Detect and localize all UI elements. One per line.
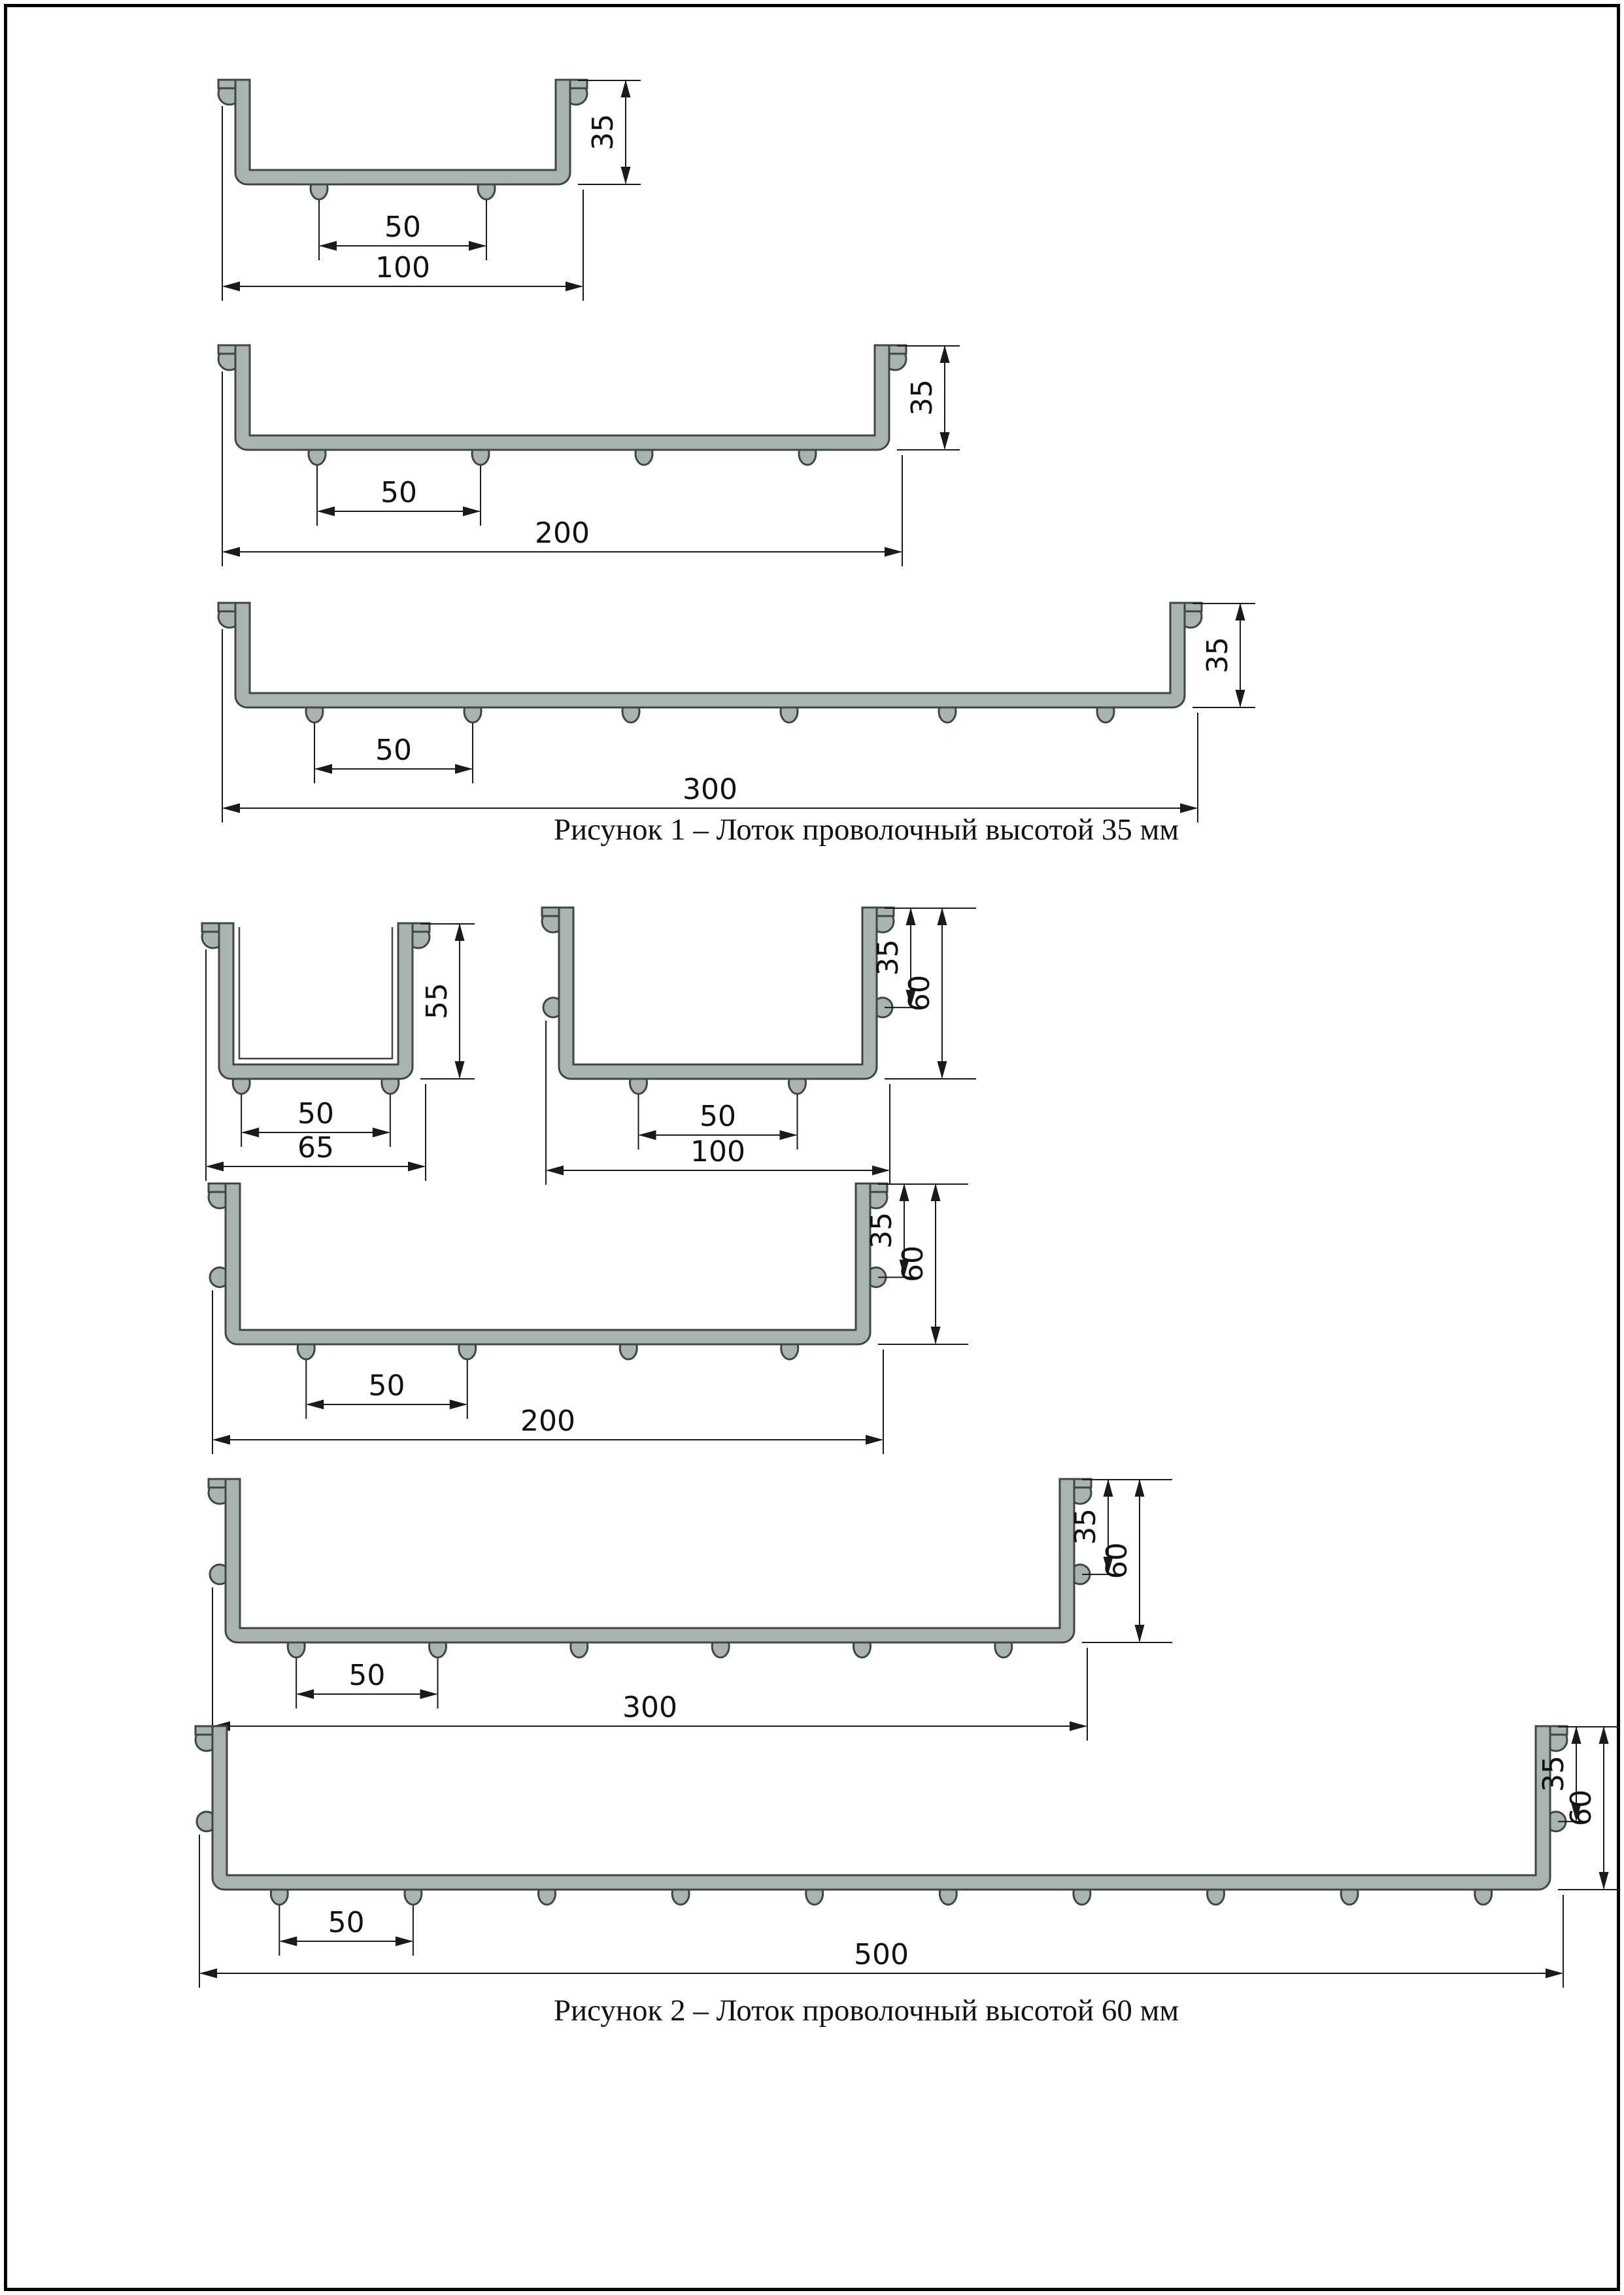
dimension-label: 300 bbox=[622, 1691, 677, 1724]
dimension-label: 60 bbox=[896, 1246, 930, 1282]
tray-drawing-h60-w100 bbox=[513, 878, 1022, 1191]
dimension-label: 35 bbox=[586, 114, 620, 150]
dimension-label: 50 bbox=[328, 1906, 365, 1939]
dimension-label: 50 bbox=[297, 1097, 334, 1130]
tray-drawing-h35-w300 bbox=[190, 573, 1301, 829]
dimension-label: 50 bbox=[348, 1659, 386, 1692]
dimension-label: 35 bbox=[905, 379, 939, 416]
dimension-label: 50 bbox=[368, 1369, 405, 1402]
dimension-label: 65 bbox=[297, 1131, 334, 1164]
tray-drawing-h55-w65 bbox=[173, 894, 520, 1187]
dimension-label: 55 bbox=[420, 983, 454, 1019]
dimension-label: 35 bbox=[1201, 637, 1234, 673]
dimension-label: 500 bbox=[854, 1938, 909, 1971]
tray-drawing-h60-w500 bbox=[167, 1697, 1624, 1994]
dimension-label: 50 bbox=[381, 476, 417, 509]
tray-drawing-h60-w200 bbox=[180, 1154, 1014, 1461]
dimension-label: 35 bbox=[865, 1212, 898, 1249]
dimension-label: 100 bbox=[690, 1135, 745, 1168]
dimension-label: 60 bbox=[903, 975, 936, 1012]
dimension-label: 50 bbox=[700, 1100, 736, 1133]
tray-drawing-h35-w200 bbox=[190, 316, 1006, 573]
dimension-label: 35 bbox=[1069, 1508, 1102, 1545]
dimension-label: 200 bbox=[520, 1404, 575, 1438]
dimension-label: 60 bbox=[1565, 1790, 1598, 1826]
dimension-label: 50 bbox=[384, 211, 421, 244]
dimension-label: 100 bbox=[375, 251, 430, 284]
figure1-caption: Рисунок 1 – Лоток проволочный высотой 35 мм bbox=[553, 813, 1179, 847]
dimension-label: 200 bbox=[535, 517, 590, 550]
dimension-label: 35 bbox=[1537, 1755, 1570, 1792]
figure2-caption: Рисунок 2 – Лоток проволочный высотой 60 мм bbox=[553, 1994, 1179, 2028]
dimension-label: 60 bbox=[1100, 1542, 1134, 1579]
dimension-label: 35 bbox=[871, 939, 905, 976]
tray-drawing-h35-w100 bbox=[190, 50, 686, 307]
dimension-label: 50 bbox=[375, 734, 412, 767]
dimension-label: 300 bbox=[683, 773, 737, 806]
